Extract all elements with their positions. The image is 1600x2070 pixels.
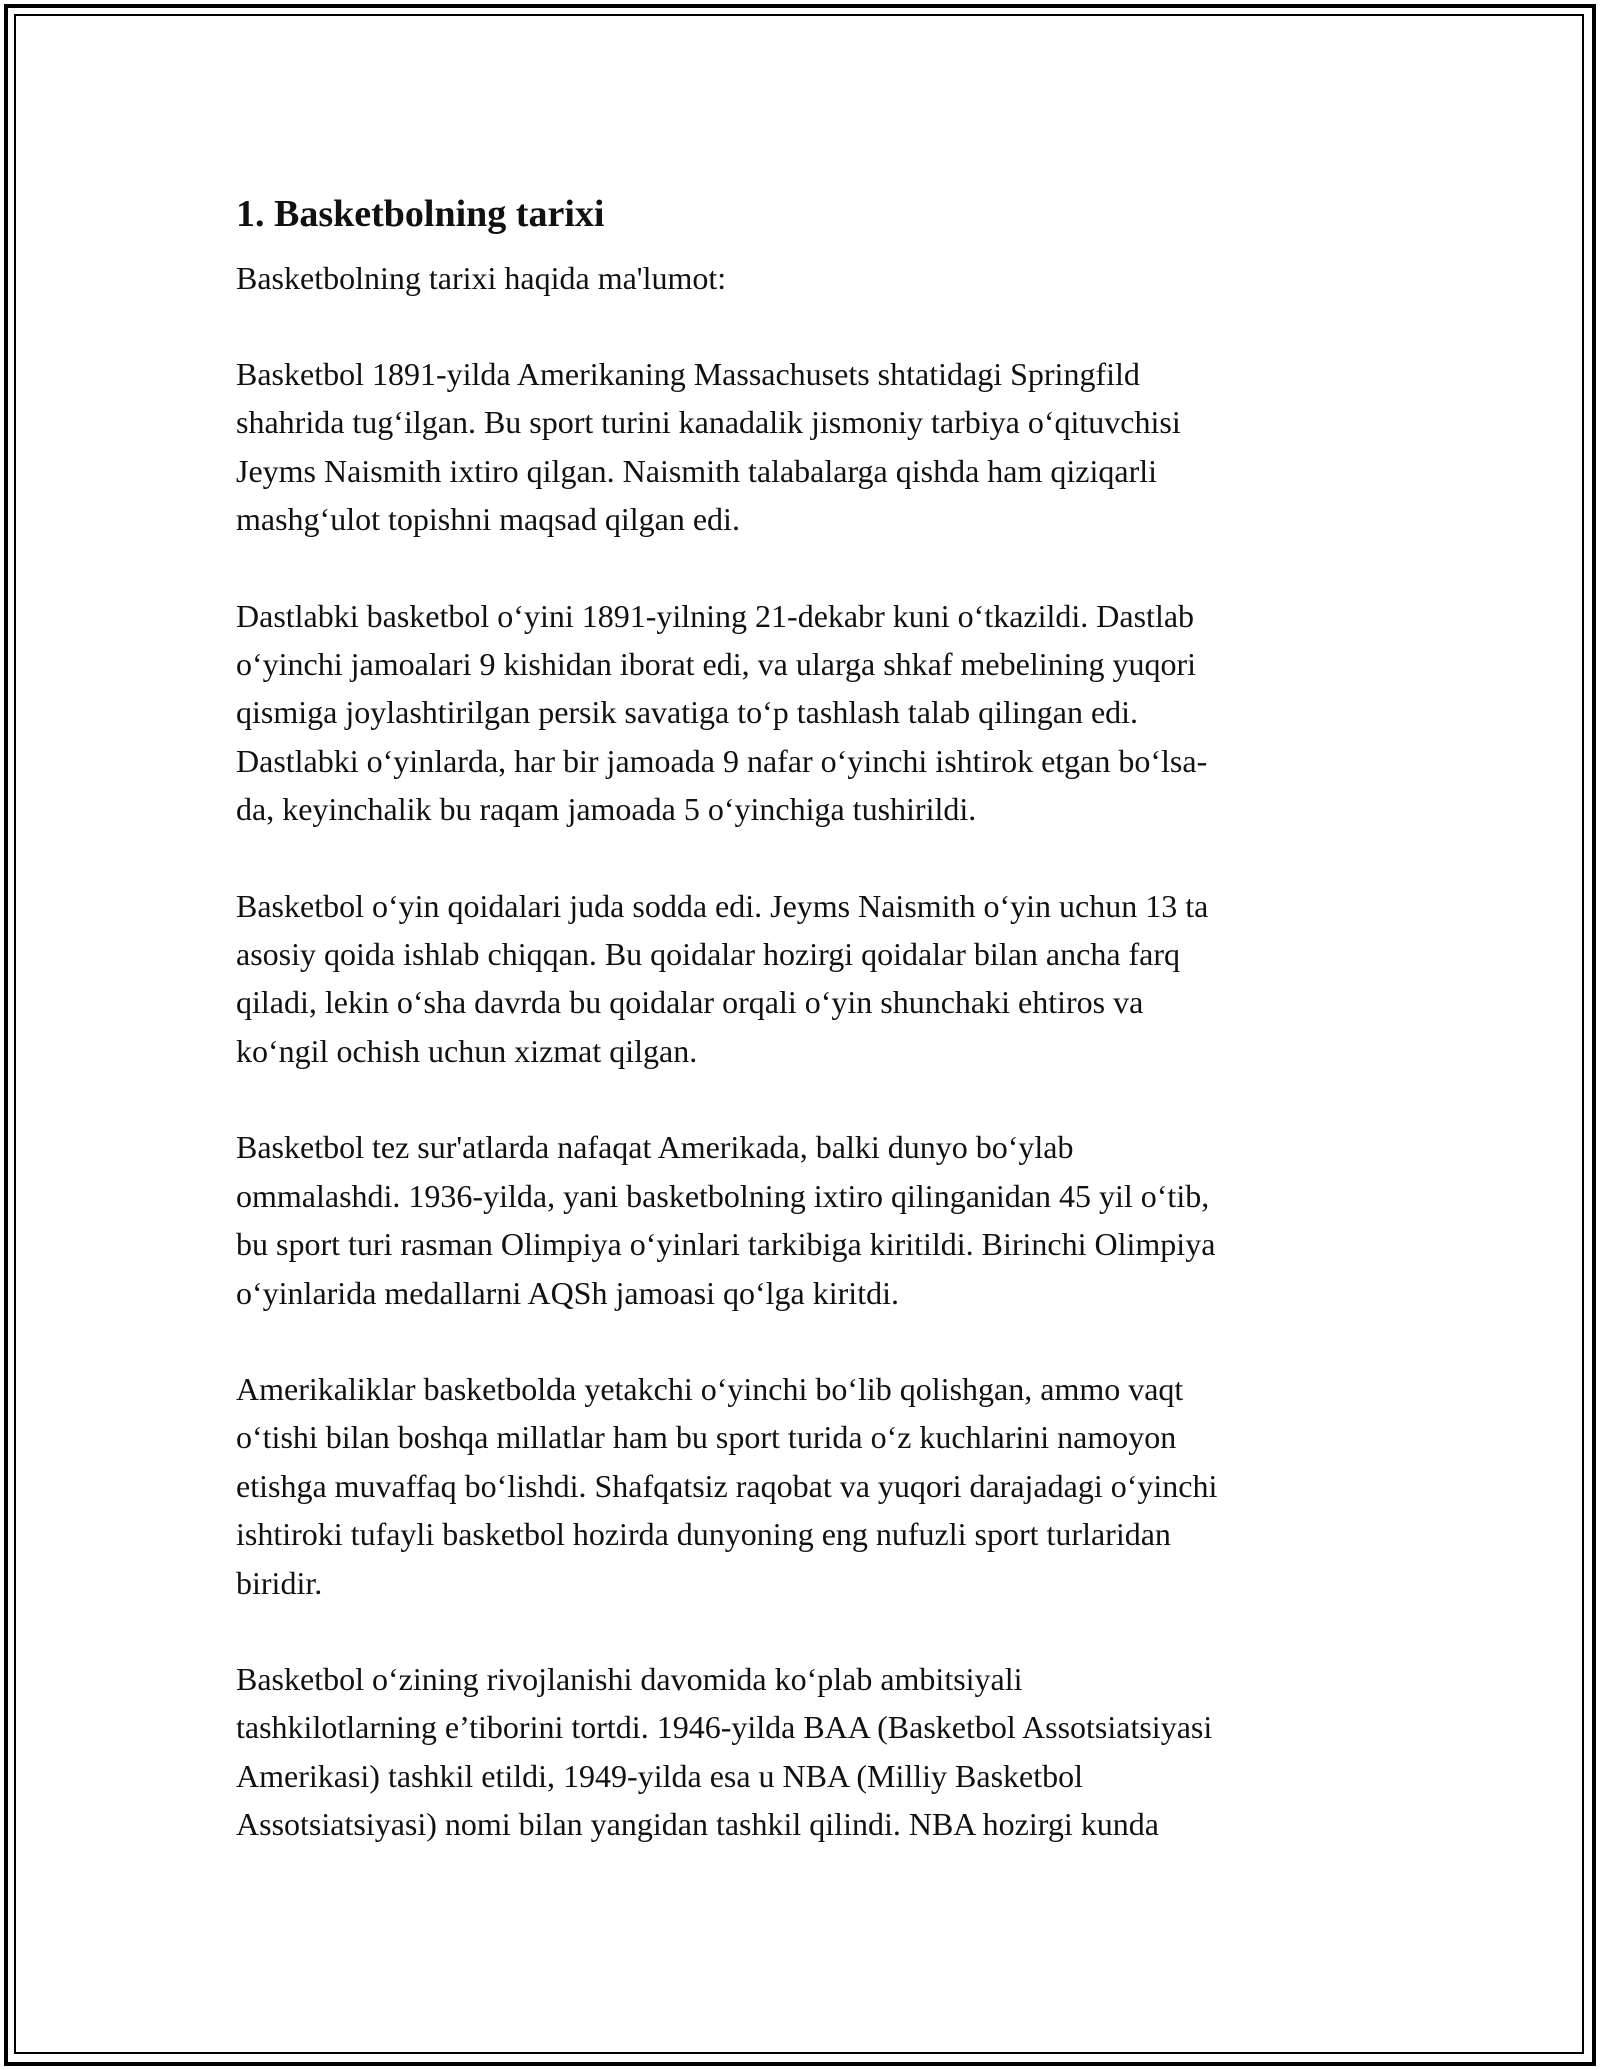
paragraph-line: ishtiroki tufayli basketbol hozirda dunyoning eng nufuzli sport turlaridan [236, 1516, 1171, 1553]
paragraph-line: Basketbol o‘zining rivojlanishi davomida ko‘plab ambitsiyali [236, 1660, 1023, 1697]
paragraph-1 [236, 350, 1366, 544]
paragraph-line: ko‘ngil ochish uchun xizmat qilgan. [236, 1032, 698, 1069]
paragraph-line: Dastlabki o‘yinlarda, har bir jamoada 9 nafar o‘yinchi ishtirok etgan bo‘lsa- [236, 742, 1208, 779]
paragraph-line: bu sport turi rasman Olimpiya o‘yinlari tarkibiga kiritildi. Birinchi Olimpiya [236, 1226, 1216, 1263]
paragraph-6 [236, 1655, 1366, 1849]
paragraph-line: shahrida tug‘ilgan. Bu sport turini kanadalik jismoniy tarbiya o‘qituvchisi [236, 404, 1181, 441]
intro-text: Basketbolning tarixi haqida ma'lumot: [236, 260, 727, 296]
paragraph-line: asosiy qoida ishlab chiqqan. Bu qoidalar hozirgi qoidalar bilan ancha farq [236, 936, 1181, 973]
paragraph-line: Assotsiatsiyasi) nomi bilan yangidan tashkil qilindi. NBA hozirgi kunda [236, 1806, 1159, 1843]
paragraph-line: etishga muvaffaq bo‘lishdi. Shafqatsiz raqobat va yuqori darajadagi o‘yinchi [236, 1467, 1218, 1504]
paragraph-line: Dastlabki basketbol o‘yini 1891-yilning 21-dekabr kuni o‘tkazildi. Dastlab [236, 597, 1195, 634]
paragraph-line: Basketbol o‘yin qoidalari juda sodda edi. Jeyms Naismith o‘yin uchun 13 ta [236, 887, 1209, 924]
paragraph-line: o‘yinchi jamoalari 9 kishidan iborat edi, va ularga shkaf mebelining yuqori [236, 646, 1197, 683]
paragraph-3 [236, 882, 1366, 1076]
paragraph-line: qismiga joylashtirilgan persik savatiga to‘p tashlash talab qilingan edi. [236, 694, 1139, 731]
paragraph-line: da, keyinchalik bu raqam jamoada 5 o‘yinchiga tushirildi. [236, 791, 977, 828]
paragraph-line: Amerikaliklar basketbolda yetakchi o‘yinchi bo‘lib qolishgan, ammo vaqt [236, 1370, 1184, 1407]
paragraph-4 [236, 1123, 1366, 1317]
paragraph-line: biridir. [236, 1564, 323, 1601]
paragraph-line: qiladi, lekin o‘sha davrda bu qoidalar orqali o‘yin shunchaki ehtiros va [236, 984, 1144, 1021]
paragraph-2 [236, 592, 1366, 834]
paragraph-line: Amerikasi) tashkil etildi, 1949-yilda esa u NBA (Milliy Basketbol [236, 1757, 1083, 1794]
paragraph-line: Basketbol tez sur'atlarda nafaqat Amerikada, balki dunyo bo‘ylab [236, 1129, 1074, 1166]
document-body [236, 186, 1366, 1849]
paragraph-line: o‘tishi bilan boshqa millatlar ham bu sport turida o‘z kuchlarini namoyon [236, 1419, 1177, 1456]
paragraph-line: mashg‘ulot topishni maqsad qilgan edi. [236, 501, 740, 538]
paragraph-line: ommalashdi. 1936-yilda, yani basketbolning ixtiro qilinganidan 45 yil o‘tib, [236, 1177, 1210, 1214]
section-heading: 1. Basketbolning tarixi [236, 193, 605, 235]
paragraph-line: o‘yinlarida medallarni AQSh jamoasi qo‘lga kiritdi. [236, 1274, 899, 1311]
paragraph-line: Jeyms Naismith ixtiro qilgan. Naismith talabalarga qishda ham qiziqarli [236, 452, 1157, 489]
paragraph-line: Basketbol 1891-yilda Amerikaning Massachusets shtatidagi Springfild [236, 356, 1140, 392]
paragraph-line: tashkilotlarning e’tiborini tortdi. 1946-yilda BAA (Basketbol Assotsiatsiyasi [236, 1709, 1213, 1746]
paragraph-5 [236, 1365, 1366, 1607]
